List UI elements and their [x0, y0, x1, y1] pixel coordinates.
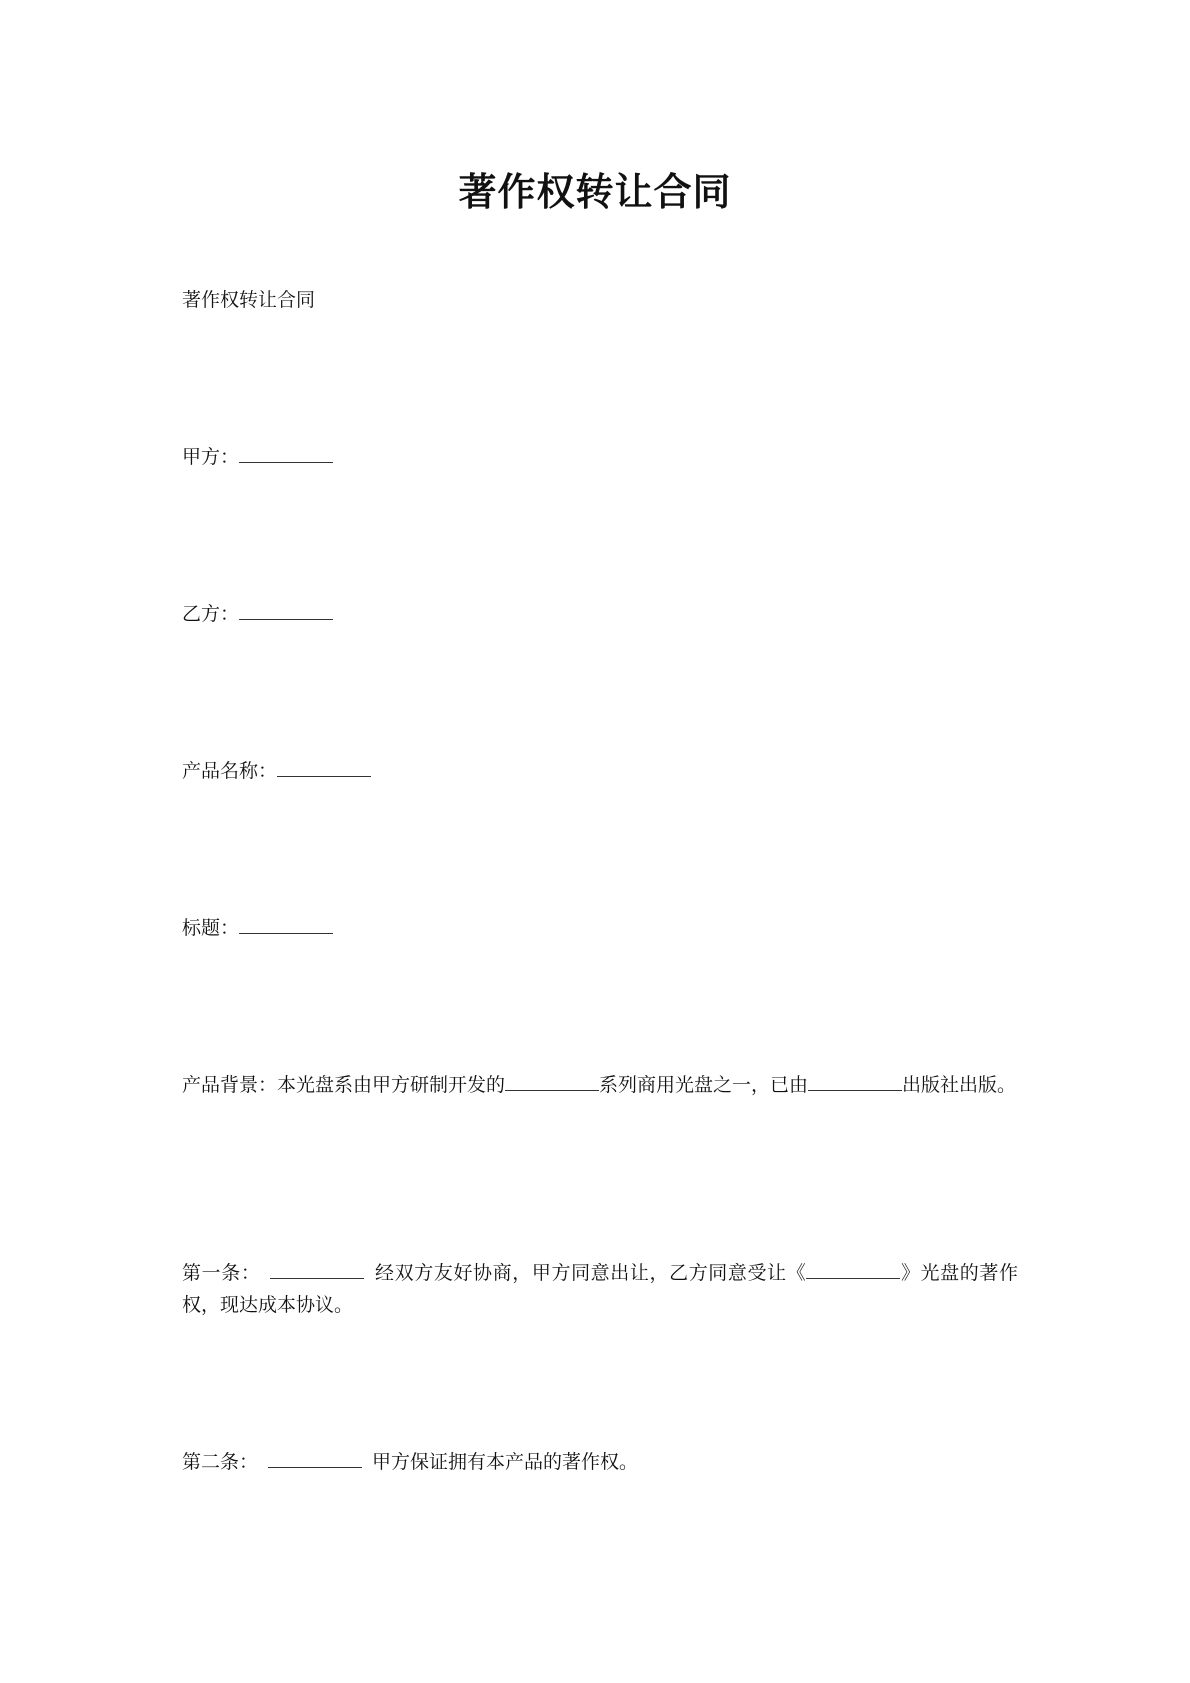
article-1-text-1: 经双方友好协商，甲方同意出让，乙方同意受让《 [374, 1262, 807, 1284]
series-blank [505, 1072, 599, 1091]
party-a-line [182, 441, 1018, 473]
heading-blank [239, 915, 333, 934]
party-b-blank [239, 601, 333, 620]
article-1-label: 第一条： [182, 1262, 261, 1284]
document-subtitle: 著作权转让合同 [182, 289, 316, 311]
heading-label: 标题： [182, 917, 240, 939]
article-2-blank [268, 1449, 362, 1468]
party-b-label: 乙方： [182, 603, 240, 625]
article-1-paragraph [182, 1257, 1018, 1321]
document-title: 著作权转让合同 [458, 169, 732, 214]
publisher-blank [808, 1072, 902, 1091]
disc-title-blank [806, 1260, 900, 1279]
article-2-paragraph [182, 1446, 1018, 1478]
product-background-paragraph [182, 1069, 1018, 1101]
article-2-text: 甲方保证拥有本产品的著作权。 [372, 1451, 639, 1473]
article-1-blank [270, 1260, 364, 1279]
article-2-label: 第二条： [182, 1451, 259, 1473]
background-text-3: 出版社出版。 [902, 1074, 1017, 1096]
party-a-blank [239, 444, 333, 463]
product-name-label: 产品名称： [182, 760, 278, 782]
background-text-1: 产品背景：本光盘系由甲方研制开发的 [182, 1074, 506, 1096]
party-b-line [182, 598, 1018, 630]
product-name-blank [277, 758, 371, 777]
party-a-label: 甲方： [182, 446, 240, 468]
background-text-2: 系列商用光盘之一，已由 [599, 1074, 809, 1096]
article-1-text-2: 》光盘的著作权，现达成本协议。 [182, 1262, 1018, 1316]
product-name-line [182, 755, 1018, 787]
heading-line [182, 912, 1018, 944]
